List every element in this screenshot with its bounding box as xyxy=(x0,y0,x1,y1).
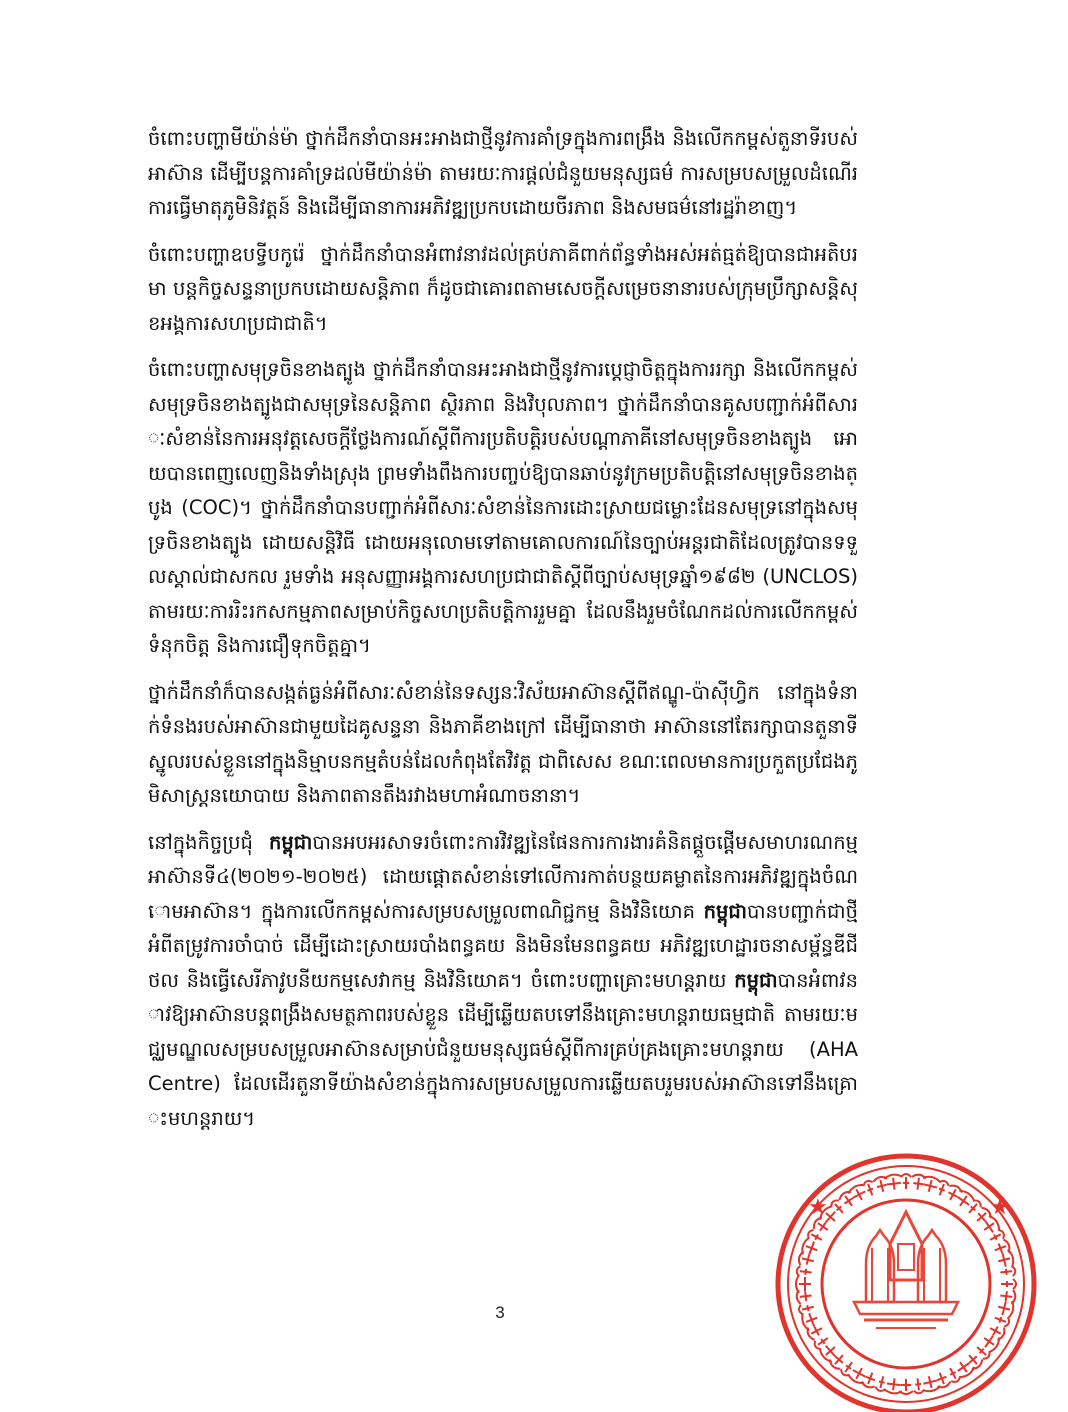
seal-ring-glyph xyxy=(946,1366,962,1384)
seal-ring-glyph xyxy=(911,1174,927,1191)
seal-ring-glyph xyxy=(913,1378,925,1394)
seal-ring-glyph xyxy=(974,1343,992,1360)
paragraph-indo-pacific xyxy=(148,676,858,814)
seal-ring-glyph xyxy=(993,1313,1011,1328)
text-run: នៅក្នុងកិច្ចប្រជុំ xyxy=(148,830,269,854)
paragraph-myanmar xyxy=(148,122,858,226)
seal-ring-glyph xyxy=(1000,1289,1017,1305)
seal-ring-glyph xyxy=(1001,1279,1016,1289)
seal-ring-glyph xyxy=(884,1377,904,1394)
seal-ring-glyph xyxy=(796,1275,811,1293)
seal-ring-glyph xyxy=(987,1322,1007,1341)
text-run: ចំពោះបញ្ហាមីយ៉ាន់ម៉ា ថ្នាក់ដឹកនាំបានអះអាងជាថ្មីនូវការគាំទ្រក្នុងការពង្រឹង និងលើកកម្ពស់តួនាទីរបស់អាស៊ាន ដើម្បីបន្តការគាំទ្រដល់មីយ៉ាន់ម៉ា តាមរយៈការផ្តល់ជំនួយមនុស្សធម៌ ការសម្របសម្រួលដំណើរការធ្វើមាតុភូមិនិវត្តន៍ និងដើម្បីធានាការអភិវឌ្ឍប្រកបដោយចីរភាព និងសមធម៌នៅរដ្ឋរ៉ាខាញ។ xyxy=(148,127,858,219)
seal-ring-glyph xyxy=(901,1174,911,1189)
seal-ring-glyph xyxy=(800,1237,820,1259)
seal-ring-text xyxy=(796,1174,1016,1395)
text-run: បានអំពាវនាវឱ្យអាស៊ានបន្តពង្រឹងសមត្ថភាពរបស់ខ្លួន ដើម្បីឆ្លើយតបទៅនឹងគ្រោះមហន្តរាយធម្មជាតិ តាមរយៈមជ្ឈមណ្ឌលសម្របសម្រួលអាស៊ានសម្រាប់ជំនួយមនុស្សធម៌ស្តីពីការគ្រប់គ្រងគ្រោះមហន្តរាយ (AHA Centre) ដែលដើរតួនាទីយ៉ាងសំខាន់ក្នុងការសម្របសម្រួលការឆ្លើយតបរួមរបស់អាស៊ានទៅនឹងគ្រោះមហន្តរាយ។ xyxy=(148,968,858,1130)
text-run: ថ្នាក់ដឹកនាំក៏បានសង្កត់ធ្ងន់អំពីសារៈសំខាន់នៃទស្សនៈវិស័យអាស៊ានស្តីពីឥណ្ឌូ-ប៉ាស៊ីហ្វិក នៅក្នុងទំនាក់ទំនងរបស់អាស៊ានជាមួយដៃគូសន្ទនា និងភាគីខាងក្រៅ ដើម្បីធានាថា អាស៊ាននៅតែរក្សាបានតួនាទីស្នូលរបស់ខ្លួននៅក្នុងនិម្មាបនកម្មតំបន់ដែលកំពុងតែវិវត្ត ជាពិសេស ខណៈពេលមានការប្រកួតប្រជែងភូមិសាស្ត្រនយោបាយ និងភាពតានតឹងរវាងមហាអំណាចនានា។ xyxy=(148,680,858,807)
seal-ring-glyph xyxy=(935,1179,950,1197)
seal-ring-glyph xyxy=(988,1228,1006,1244)
text-run: បានបញ្ជាក់ជាថ្មីអំពីតម្រូវការចាំបាច់ ដើម្បីដោះស្រាយរបាំងពន្ធគយ និងមិនមែនពន្ធគយ អភិវឌ្ឍហេដ្ឋារចនាសម្ព័ន្ធឌីជីថល និងធ្វើសេរីភាវូបនីយកម្មសេវាកម្ម និងវិនិយោគ។ ចំពោះបញ្ហាគ្រោះមហន្តរាយ xyxy=(148,899,858,992)
seal-ring-glyph xyxy=(965,1198,982,1216)
paragraph-south-china-sea xyxy=(148,353,858,664)
paragraph-cambodia xyxy=(148,826,858,1137)
page-number: 3 xyxy=(495,1303,505,1322)
seal-ring-glyph xyxy=(805,1322,825,1341)
seal-ring-glyph xyxy=(806,1228,824,1244)
bold-run: កម្ពុជា xyxy=(734,968,778,992)
seal-ring-glyph xyxy=(920,1175,941,1194)
text-run: ចំពោះបញ្ហាសមុទ្រចិនខាងត្បូង ថ្នាក់ដឹកនាំបានអះអាងជាថ្មីនូវការប្តេជ្ញាចិត្តក្នុងការរក្សា និងលើកកម្ពស់សមុទ្រចិនខាងត្បូងជាសមុទ្រនៃសន្តិភាព ស្ថិរភាព និងវិបុលភាព។ ថ្នាក់ដឹកនាំបានគូសបញ្ជាក់អំពីសារៈសំខាន់នៃការអនុវត្តសេចក្តីថ្លែងការណ៍ស្តីពីការប្រតិបត្តិរបស់បណ្តាភាគីនៅសមុទ្រចិនខាងត្បូង អោយបានពេញលេញនិងទាំងស្រុង ព្រមទាំងពឹងការបញ្ចប់ឱ្យបានឆាប់នូវក្រមប្រតិបត្តិនៅសមុទ្រចិនខាងត្បូង (COC)។ ថ្នាក់ដឹកនាំបានបញ្ជាក់អំពីសារៈសំខាន់នៃការដោះស្រាយជម្លោះដែនសមុទ្រនៅក្នុងសមុទ្រចិនខាងត្បូង ដោយសន្តិវិធី ដោយអនុលោមទៅតាមគោលការណ៍នៃច្បាប់អន្តរជាតិដែលត្រូវបានទទួលស្គាល់ជាសកល រួមទាំង អនុសញ្ញាអង្គការសហប្រជាជាតិស្តីពីច្បាប់សមុទ្រឆ្នាំ១៩៨២ (UNCLOS) តាមរយៈការរិះរកសកម្មភាពសម្រាប់កិច្ចសហប្រតិបត្តិការរួមគ្នា ដែលនឹងរួមចំណែកដល់ការលើកកម្ពស់ទំនុកចិត្ត និងការជឿទុកចិត្តគ្នា។ xyxy=(148,358,858,657)
bold-run: កម្ពុជា xyxy=(268,830,313,854)
text-run: ចំពោះបញ្ហាឧបទ្វីបកូរ៉េ ថ្នាក់ដឹកនាំបានអំពាវនាវដល់គ្រប់ភាគីពាក់ព័ន្ធទាំងអស់អត់ធ្មត់ឱ្យបានជាអតិបរមា បន្តកិច្ចសន្ទនាប្រកបដោយសន្តិភាព ក៏ដូចជាគោរពតាមសេចក្តីសម្រេចនានារបស់ក្រុមប្រឹក្សាសន្តិសុខអង្គការសហប្រជាជាតិ។ xyxy=(148,242,858,335)
paragraph-korea xyxy=(148,238,858,342)
official-seal-icon xyxy=(768,1152,1010,1354)
document-body xyxy=(148,122,858,1148)
seal-ring-glyph xyxy=(862,1179,877,1197)
seal-star-icon: ★ xyxy=(808,1195,828,1220)
seal-ring-glyph xyxy=(800,1309,820,1331)
seal-ring-glyph xyxy=(796,1266,812,1278)
seal-star-icon: ★ xyxy=(990,1195,1010,1220)
seal-emblem xyxy=(854,1212,958,1328)
seal-graphic xyxy=(768,1152,1068,1412)
seal-ring-glyph xyxy=(1000,1266,1016,1278)
seal-ring-glyph xyxy=(944,1183,963,1203)
seal-ring-glyph xyxy=(797,1251,815,1268)
text-run: បានអបអរសាទរចំពោះការវិវឌ្ឍនៃផែនការការងារគំនិតផ្តួចផ្តើមសមាហរណកម្មអាស៊ានទី៤(២០២១-២០២៥) ដោយផ្តោតសំខាន់ទៅលើការកាត់បន្ថយគម្លាតនៃការអភិវឌ្ឍក្នុងចំណោមអាស៊ាន។ ក្នុងការលើកកម្ពស់ការសម្របសម្រួលពាណិជ្ជកម្ម និងវិនិយោគ xyxy=(148,830,858,923)
bold-run: កម្ពុជា xyxy=(703,899,747,923)
seal-ring-glyph xyxy=(996,1298,1015,1319)
